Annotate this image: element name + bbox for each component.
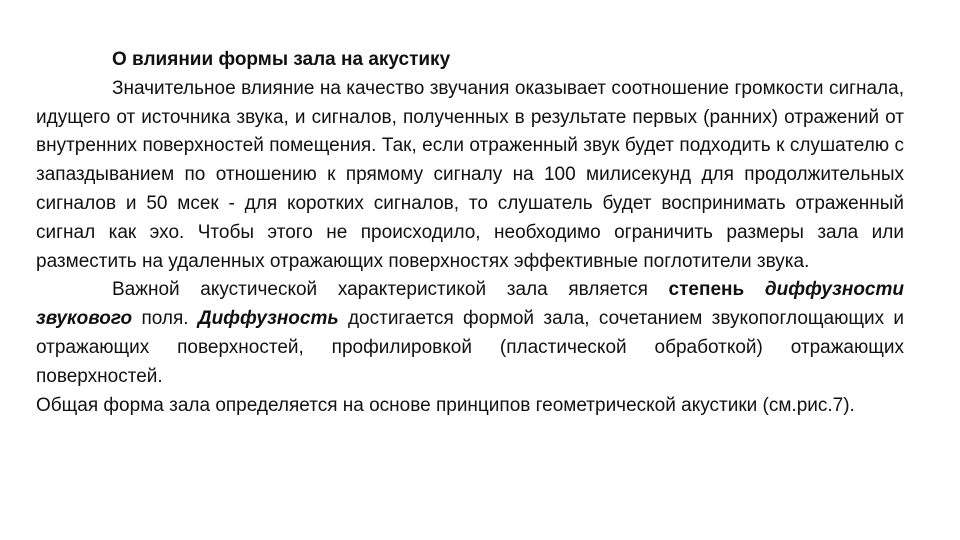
paragraph-reflections: Значительное влияние на качество звучания оказывает соотношение громкости сигнала, идущего от источника звука, и сигналов, полученных в результате первых (ранних) отражений от внутренних поверхностей помещения. Так, если отраженный звук будет подходить к слушателю с запаздыванием по отношению к прямому сигналу на 100 милисекунд для продолжительных сигналов и 50 мсек - для коротких сигналов, то слушатель будет воспринимать отраженный сигнал как эхо. Чтобы этого не происходило, необходимо ограничить размеры зала или разместить на удаленных отражающих поверхностях эффективные поглотители звука.	[36, 77, 904, 272]
paragraph-diffusion-text-1: Важной акустической характеристикой зала является	[112, 279, 669, 301]
paragraph-diffusion-text-2: поля.	[132, 308, 198, 330]
term-degree: степень	[668, 279, 765, 301]
paragraph-diffusion-text-3: достигается формой зала, сочетанием звукопоглощающих и отражающих поверхностей, профилировкой (пластической обработкой) отражающих поверхностей.	[36, 308, 904, 387]
term-diffusion-of-sound-field: диффузности звукового	[36, 279, 905, 330]
document-title: О влиянии формы зала на акустику	[112, 49, 451, 70]
document-body	[36, 46, 904, 420]
paragraph-diffusion	[36, 276, 904, 391]
paragraph-general-form: Общая форма зала определяется на основе принципов геометрической акустики (см.рис.7).	[36, 394, 855, 416]
term-diffusion: Диффузность	[197, 308, 339, 330]
